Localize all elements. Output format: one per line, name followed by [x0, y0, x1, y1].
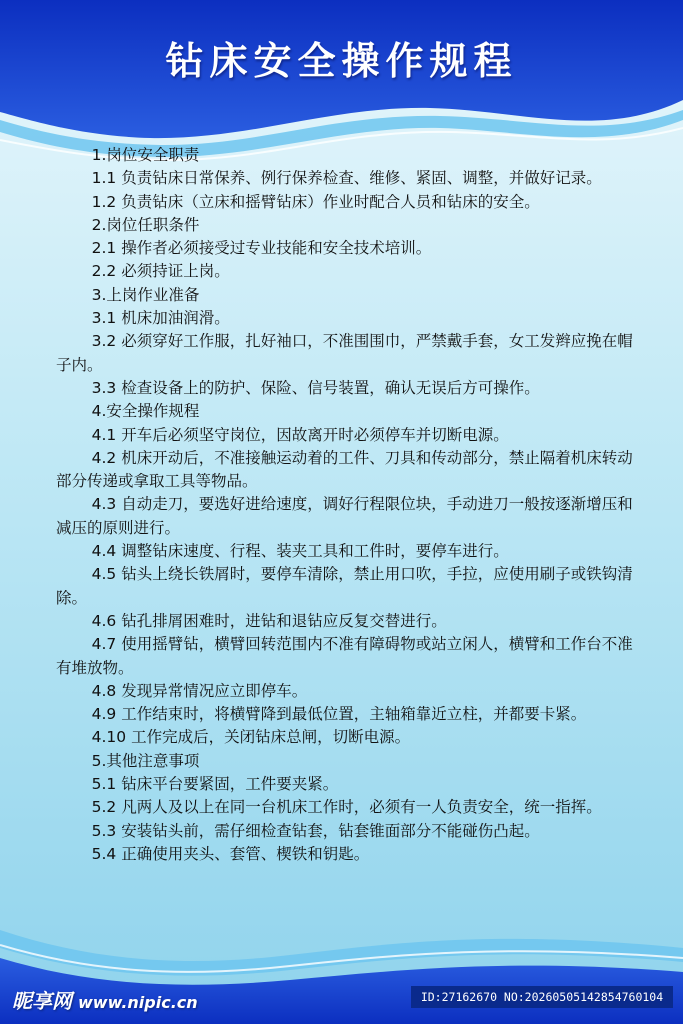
rule-line: 2.1 操作者必须接受过专业技能和安全技术培训。 [91, 239, 432, 258]
rule-line: 1.岗位安全职责 [91, 146, 200, 164]
rule-line: 5.3 安装钻头前，需仔细检查钻套，钻套锥面部分不能碰伤凸起。 [91, 821, 540, 840]
watermark-url: www.nipic.cn [78, 993, 198, 1012]
rule-line: 4.5 钻头上绕长铁屑时，要停车清除，禁止用口吹，手拉，应使用刷子或铁钩清除。 [56, 565, 633, 607]
rule-line: 4.8 发现异常情况应立即停车。 [91, 681, 308, 700]
rule-line: 4.10 工作完成后，关闭钻床总闸，切断电源。 [91, 728, 411, 747]
watermark [12, 985, 198, 1014]
rule-line: 4.2 机床开动后，不准接触运动着的工件、刀具和传动部分，禁止隔着机床转动部分传递或拿取工具等物品。 [56, 448, 633, 491]
rule-line: 3.2 必须穿好工作服，扎好袖口，不准围围巾，严禁戴手套，女工发辫应挽在帽子内。 [56, 332, 633, 374]
rule-line: 4.4 调整钻床速度、行程、装夹工具和工件时，要停车进行。 [91, 542, 509, 561]
rule-line: 2.岗位任职条件 [91, 215, 200, 234]
rule-line: 4.安全操作规程 [91, 402, 200, 421]
rule-line: 3.上岗作业准备 [91, 285, 200, 304]
rule-line: 2.2 必须持证上岗。 [91, 262, 230, 281]
rule-line: 5.4 正确使用夹头、套管、楔铁和钥匙。 [91, 844, 370, 863]
rule-line: 3.1 机床加油润滑。 [91, 309, 230, 328]
rule-line: 4.9 工作结束时，将横臂降到最低位置，主轴箱靠近立柱，并都要卡紧。 [91, 705, 587, 724]
rule-line: 3.3 检查设备上的防护、保险、信号装置，确认无误后方可操作。 [91, 378, 540, 397]
rule-line: 1.1 负责钻床日常保养、例行保养检查、维修、紧固、调整，并做好记录。 [91, 169, 602, 188]
rule-line: 5.2 凡两人及以上在同一台机床工作时，必须有一人负责安全，统一指挥。 [91, 798, 602, 817]
rule-line: 4.1 开车后必须坚守岗位，因故离开时必须停车并切断电源。 [91, 425, 509, 444]
watermark-brand: 昵享网 [12, 989, 72, 1013]
rule-line: 1.2 负责钻床（立床和摇臂钻床）作业时配合人员和钻床的安全。 [91, 192, 540, 211]
rules-list [56, 144, 636, 866]
rule-line: 4.7 使用摇臂钻，横臂回转范围内不准有障碍物或站立闲人，横臂和工作台不准有堆放物。 [56, 635, 633, 677]
rule-line: 4.3 自动走刀，要选好进给速度，调好行程限位块，手动进刀一般按逐渐增压和减压的原则进行。 [56, 495, 633, 537]
rule-line: 4.6 钻孔排屑困难时，进钻和退钻应反复交替进行。 [91, 611, 447, 630]
image-id-bar: ID:27162670 NO:20260505142854760104 [411, 986, 673, 1008]
page-title: 钻床安全操作规程 [165, 39, 518, 83]
rule-line: 5.其他注意事项 [91, 751, 200, 770]
rule-line: 5.1 钻床平台要紧固，工件要夹紧。 [91, 775, 339, 794]
